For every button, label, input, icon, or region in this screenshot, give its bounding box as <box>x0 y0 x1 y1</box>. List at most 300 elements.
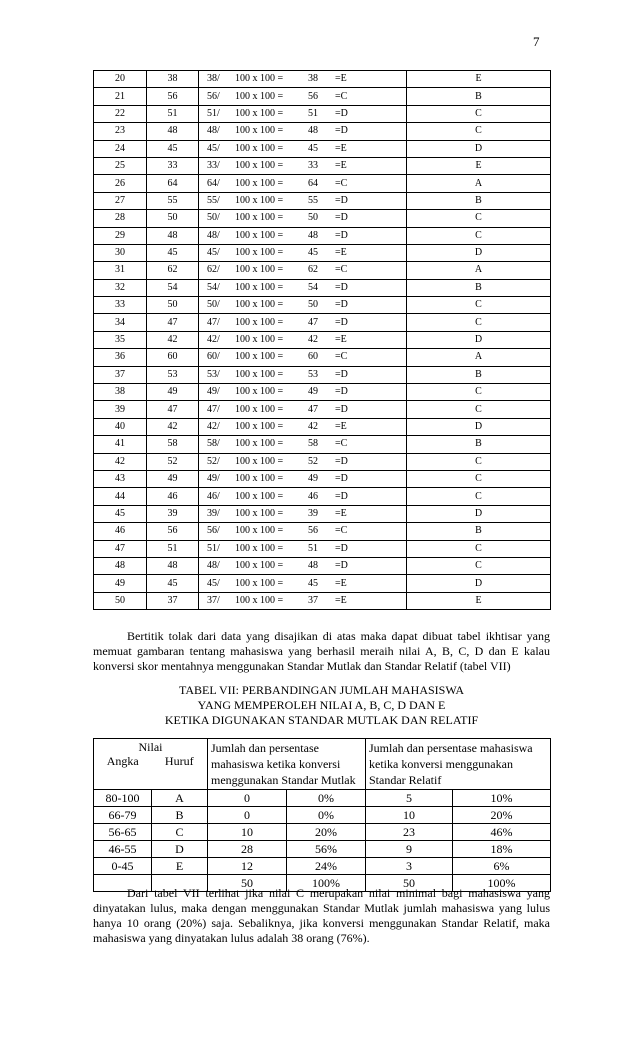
relatif-count: 9 <box>366 841 453 858</box>
header-huruf: Huruf <box>152 754 208 789</box>
calc-fraction: 48/ <box>207 229 220 241</box>
comparison-table <box>93 738 551 892</box>
grade-relatif: D <box>407 244 551 261</box>
calc-fraction: 49/ <box>207 386 220 398</box>
raw-score: 47 <box>147 314 199 331</box>
relatif-percent: 6% <box>453 858 551 875</box>
calc-multiplier: 100 x 100 = <box>235 194 284 206</box>
calc-multiplier: 100 x 100 = <box>235 455 284 467</box>
table-row <box>94 453 551 470</box>
calc-multiplier: 100 x 100 = <box>235 577 284 589</box>
calc-result: 64 <box>308 177 318 189</box>
raw-score: 33 <box>147 157 199 174</box>
grade-mutlak: =D <box>335 368 348 380</box>
calc-result: 62 <box>308 264 318 276</box>
calc-result: 39 <box>308 507 318 519</box>
calc-fraction: 56/ <box>207 525 220 537</box>
student-number: 29 <box>94 227 147 244</box>
grade-relatif: C <box>407 470 551 487</box>
calc-fraction: 50/ <box>207 299 220 311</box>
calc-multiplier: 100 x 100 = <box>235 490 284 502</box>
table-row <box>94 436 551 453</box>
raw-score: 50 <box>147 297 199 314</box>
student-number: 40 <box>94 418 147 435</box>
calc-result: 48 <box>308 229 318 241</box>
header-nilai: Nilai <box>94 739 208 755</box>
calc-multiplier: 100 x 100 = <box>235 334 284 346</box>
raw-score: 46 <box>147 488 199 505</box>
calc-result: 60 <box>308 351 318 363</box>
student-number: 36 <box>94 349 147 366</box>
calc-fraction: 39/ <box>207 507 220 519</box>
grade-range: 80-100 <box>94 790 152 807</box>
raw-score: 48 <box>147 227 199 244</box>
calc-multiplier: 100 x 100 = <box>235 125 284 137</box>
grade-relatif: B <box>407 88 551 105</box>
table-row <box>94 175 551 192</box>
grade-relatif: C <box>407 384 551 401</box>
table-row <box>94 123 551 140</box>
calc-multiplier: 100 x 100 = <box>235 542 284 554</box>
grade-mutlak: =E <box>335 160 347 172</box>
grade-mutlak: =C <box>335 177 348 189</box>
grade-mutlak: =D <box>335 542 348 554</box>
calc-result: 50 <box>308 212 318 224</box>
conversion-calculation <box>199 384 407 401</box>
calc-result: 56 <box>308 90 318 102</box>
student-number: 50 <box>94 592 147 609</box>
grade-relatif: A <box>407 262 551 279</box>
calc-fraction: 42/ <box>207 421 220 432</box>
calc-multiplier: 100 x 100 = <box>235 507 284 519</box>
student-number: 20 <box>94 71 147 88</box>
raw-score: 37 <box>147 592 199 609</box>
paragraph-intro: Bertitik tolak dari data yang disajikan di atas maka dapat dibuat tabel ikhtisar yang memuat gambaran tentang mahasiswa yang berhasil meraih nilai A, B, C, D dan E kalau konversi skor mentahnya menggunakan Standar Mutlak dan Standar Relatif (tabel VII) <box>93 629 550 673</box>
table-row <box>94 140 551 157</box>
conversion-calculation <box>199 192 407 209</box>
calc-multiplier: 100 x 100 = <box>235 142 284 154</box>
raw-score: 39 <box>147 505 199 522</box>
raw-score: 51 <box>147 105 199 122</box>
grade-letter: D <box>152 841 208 858</box>
conversion-calculation <box>199 71 407 88</box>
calc-multiplier: 100 x 100 = <box>235 386 284 398</box>
mutlak-count: 0 <box>208 790 287 807</box>
conversion-calculation <box>199 88 407 105</box>
calc-fraction: 53/ <box>207 368 220 380</box>
grade-relatif: D <box>407 418 551 435</box>
calc-result: 45 <box>308 577 318 589</box>
conversion-calculation <box>199 244 407 261</box>
student-number: 27 <box>94 192 147 209</box>
relatif-percent: 46% <box>453 824 551 841</box>
calc-multiplier: 100 x 100 = <box>235 473 284 485</box>
calc-multiplier: 100 x 100 = <box>235 316 284 328</box>
mutlak-count: 12 <box>208 858 287 875</box>
grade-relatif: C <box>407 210 551 227</box>
table-title-line-1: TABEL VII: PERBANDINGAN JUMLAH MAHASISWA <box>178 683 465 697</box>
raw-score: 45 <box>147 140 199 157</box>
table-row <box>94 807 551 824</box>
table-row <box>94 557 551 574</box>
calc-result: 45 <box>308 247 318 259</box>
conversion-calculation <box>199 523 407 540</box>
grade-relatif: C <box>407 540 551 557</box>
raw-score: 60 <box>147 349 199 366</box>
calc-fraction: 47/ <box>207 316 220 328</box>
raw-score: 42 <box>147 331 199 348</box>
calc-fraction: 38/ <box>207 73 220 85</box>
calc-multiplier: 100 x 100 = <box>235 90 284 102</box>
header-angka: Angka <box>94 754 152 789</box>
conversion-calculation <box>199 210 407 227</box>
calc-fraction: 37/ <box>207 594 220 606</box>
calc-result: 54 <box>308 281 318 293</box>
score-table-body <box>94 71 551 610</box>
mutlak-percent: 0% <box>287 790 366 807</box>
grade-relatif: C <box>407 297 551 314</box>
grade-relatif: D <box>407 331 551 348</box>
grade-mutlak: =D <box>335 316 348 328</box>
conversion-calculation <box>199 453 407 470</box>
calc-result: 56 <box>308 525 318 537</box>
relatif-count: 5 <box>366 790 453 807</box>
grade-mutlak: =D <box>335 194 348 206</box>
grade-relatif: D <box>407 140 551 157</box>
calc-result: 55 <box>308 194 318 206</box>
calc-result: 33 <box>308 160 318 172</box>
grade-relatif: E <box>407 592 551 609</box>
student-number: 21 <box>94 88 147 105</box>
table-row <box>94 592 551 609</box>
table-row <box>94 790 551 807</box>
grade-relatif: C <box>407 123 551 140</box>
raw-score: 55 <box>147 192 199 209</box>
table-row <box>94 575 551 592</box>
student-number: 35 <box>94 331 147 348</box>
raw-score: 48 <box>147 123 199 140</box>
relatif-count: 3 <box>366 858 453 875</box>
grade-mutlak: =E <box>335 247 347 259</box>
grade-relatif: E <box>407 157 551 174</box>
calc-multiplier: 100 x 100 = <box>235 299 284 311</box>
mutlak-percent: 20% <box>287 824 366 841</box>
grade-mutlak: =D <box>335 455 348 467</box>
raw-score: 64 <box>147 175 199 192</box>
mutlak-count: 28 <box>208 841 287 858</box>
grade-letter: E <box>152 858 208 875</box>
grade-mutlak: =D <box>335 107 348 119</box>
calc-fraction: 51/ <box>207 107 220 119</box>
table-row <box>94 523 551 540</box>
conversion-calculation <box>199 505 407 522</box>
calc-result: 48 <box>308 560 318 572</box>
table-row <box>94 488 551 505</box>
calc-fraction: 51/ <box>207 542 220 554</box>
calc-multiplier: 100 x 100 = <box>235 421 284 432</box>
grade-relatif: B <box>407 436 551 453</box>
conversion-calculation <box>199 418 407 435</box>
table-vii-title <box>93 683 550 728</box>
calc-result: 50 <box>308 299 318 311</box>
grade-mutlak: =E <box>335 507 347 519</box>
calc-fraction: 64/ <box>207 177 220 189</box>
header-standar-relatif: Jumlah dan persentase mahasiswa ketika konversi menggunakan Standar Relatif <box>366 739 551 790</box>
student-number: 30 <box>94 244 147 261</box>
student-number: 44 <box>94 488 147 505</box>
calc-fraction: 49/ <box>207 473 220 485</box>
table-title-line-3: KETIKA DIGUNAKAN STANDAR MUTLAK DAN RELATIF <box>164 713 479 727</box>
raw-score: 51 <box>147 540 199 557</box>
grade-mutlak: =D <box>335 299 348 311</box>
grade-mutlak: =D <box>335 212 348 224</box>
raw-score: 45 <box>147 244 199 261</box>
table-row <box>94 384 551 401</box>
calc-multiplier: 100 x 100 = <box>235 229 284 241</box>
calc-result: 38 <box>308 73 318 85</box>
table-row <box>94 297 551 314</box>
conversion-calculation <box>199 314 407 331</box>
calc-fraction: 58/ <box>207 438 220 450</box>
calc-fraction: 62/ <box>207 264 220 276</box>
raw-score: 50 <box>147 210 199 227</box>
calc-multiplier: 100 x 100 = <box>235 594 284 606</box>
calc-fraction: 33/ <box>207 160 220 172</box>
raw-score: 48 <box>147 557 199 574</box>
calc-fraction: 45/ <box>207 247 220 259</box>
relatif-count: 23 <box>366 824 453 841</box>
grade-relatif: C <box>407 105 551 122</box>
grade-letter: B <box>152 807 208 824</box>
raw-score: 49 <box>147 470 199 487</box>
table-row <box>94 262 551 279</box>
grade-mutlak: =E <box>335 142 347 154</box>
raw-score: 58 <box>147 436 199 453</box>
student-number: 39 <box>94 401 147 418</box>
grade-range: 46-55 <box>94 841 152 858</box>
raw-score: 54 <box>147 279 199 296</box>
grade-range: 0-45 <box>94 858 152 875</box>
grade-relatif: B <box>407 192 551 209</box>
mutlak-percent: 24% <box>287 858 366 875</box>
grade-range: 56-65 <box>94 824 152 841</box>
student-number: 47 <box>94 540 147 557</box>
grade-letter: C <box>152 824 208 841</box>
student-number: 33 <box>94 297 147 314</box>
calc-result: 45 <box>308 142 318 154</box>
grade-mutlak: =D <box>335 229 348 241</box>
calc-fraction: 47/ <box>207 403 220 415</box>
table-row <box>94 470 551 487</box>
calc-result: 47 <box>308 403 318 415</box>
raw-score: 53 <box>147 366 199 383</box>
table-row <box>94 88 551 105</box>
conversion-calculation <box>199 175 407 192</box>
conversion-calculation <box>199 592 407 609</box>
student-number: 48 <box>94 557 147 574</box>
raw-score: 49 <box>147 384 199 401</box>
calc-fraction: 52/ <box>207 455 220 467</box>
calc-multiplier: 100 x 100 = <box>235 177 284 189</box>
grade-mutlak: =C <box>335 438 348 450</box>
conversion-calculation <box>199 140 407 157</box>
calc-fraction: 54/ <box>207 281 220 293</box>
grade-relatif: B <box>407 279 551 296</box>
calc-fraction: 50/ <box>207 212 220 224</box>
calc-result: 37 <box>308 594 318 606</box>
student-number: 41 <box>94 436 147 453</box>
conversion-calculation <box>199 366 407 383</box>
grade-relatif: A <box>407 349 551 366</box>
conversion-calculation <box>199 331 407 348</box>
calc-multiplier: 100 x 100 = <box>235 281 284 293</box>
grade-mutlak: =E <box>335 577 347 589</box>
table-row <box>94 349 551 366</box>
comparison-header-row <box>94 739 551 755</box>
table-row <box>94 841 551 858</box>
calc-result: 49 <box>308 473 318 485</box>
conversion-calculation <box>199 557 407 574</box>
student-number: 43 <box>94 470 147 487</box>
grade-mutlak: =E <box>335 594 347 606</box>
table-row <box>94 540 551 557</box>
calc-result: 51 <box>308 542 318 554</box>
calc-multiplier: 100 x 100 = <box>235 351 284 363</box>
header-standar-mutlak: Jumlah dan persentase mahasiswa ketika konversi menggunakan Standar Mutlak <box>208 739 366 790</box>
student-number: 34 <box>94 314 147 331</box>
table-row <box>94 71 551 88</box>
calc-multiplier: 100 x 100 = <box>235 560 284 572</box>
calc-result: 51 <box>308 107 318 119</box>
calc-multiplier: 100 x 100 = <box>235 525 284 537</box>
grade-relatif: E <box>407 71 551 88</box>
conversion-calculation <box>199 401 407 418</box>
student-number: 31 <box>94 262 147 279</box>
conversion-calculation <box>199 297 407 314</box>
table-row <box>94 105 551 122</box>
table-row <box>94 244 551 261</box>
conversion-calculation <box>199 105 407 122</box>
mutlak-percent: 0% <box>287 807 366 824</box>
raw-score: 38 <box>147 71 199 88</box>
calc-fraction: 48/ <box>207 560 220 572</box>
grade-relatif: D <box>407 575 551 592</box>
calc-fraction: 45/ <box>207 142 220 154</box>
raw-score: 56 <box>147 523 199 540</box>
conversion-calculation <box>199 262 407 279</box>
calc-result: 48 <box>308 125 318 137</box>
comparison-table-body <box>94 739 551 892</box>
relatif-total-percent: 100% <box>453 875 551 892</box>
conversion-calculation <box>199 227 407 244</box>
grade-relatif: B <box>407 523 551 540</box>
student-number: 38 <box>94 384 147 401</box>
table-row <box>94 505 551 522</box>
grade-relatif: C <box>407 488 551 505</box>
table-row <box>94 192 551 209</box>
mutlak-count: 10 <box>208 824 287 841</box>
calc-multiplier: 100 x 100 = <box>235 264 284 276</box>
student-number: 22 <box>94 105 147 122</box>
calc-result: 47 <box>308 316 318 328</box>
calc-result: 58 <box>308 438 318 450</box>
score-conversion-table <box>93 70 551 610</box>
table-row <box>94 331 551 348</box>
grade-mutlak: =D <box>335 560 348 572</box>
grade-mutlak: =E <box>335 421 347 432</box>
relatif-total-count: 50 <box>366 875 453 892</box>
table-row <box>94 401 551 418</box>
student-number: 25 <box>94 157 147 174</box>
paragraph-conclusion: Dari tabel VII terlihat jika nilai C merupakan nilai minimal bagi mahasiswa yang dinyatakan lulus, maka dengan menggunakan Standar Mutlak jumlah mahasiswa yang lulus hanya 10 orang (20%) saja. Sebaliknya, jika konversi menggunakan Standar Relatif, maka mahasiswa yang dinyatakan lulus adalah 38 orang (76%). <box>93 886 550 945</box>
calc-fraction: 56/ <box>207 90 220 102</box>
grade-mutlak: =D <box>335 490 348 502</box>
calc-multiplier: 100 x 100 = <box>235 438 284 450</box>
calc-fraction: 45/ <box>207 577 220 589</box>
student-number: 23 <box>94 123 147 140</box>
grade-mutlak: =D <box>335 473 348 485</box>
grade-mutlak: =E <box>335 334 347 346</box>
table-row <box>94 227 551 244</box>
raw-score: 62 <box>147 262 199 279</box>
calc-multiplier: 100 x 100 = <box>235 247 284 259</box>
student-number: 26 <box>94 175 147 192</box>
calc-multiplier: 100 x 100 = <box>235 212 284 224</box>
student-number: 45 <box>94 505 147 522</box>
student-number: 46 <box>94 523 147 540</box>
grade-relatif: C <box>407 227 551 244</box>
student-number: 37 <box>94 366 147 383</box>
calc-fraction: 60/ <box>207 351 220 363</box>
calc-multiplier: 100 x 100 = <box>235 107 284 119</box>
table-row <box>94 418 551 435</box>
relatif-count: 10 <box>366 807 453 824</box>
calc-multiplier: 100 x 100 = <box>235 73 284 85</box>
calc-fraction: 48/ <box>207 125 220 137</box>
conversion-calculation <box>199 470 407 487</box>
student-number: 32 <box>94 279 147 296</box>
table-row <box>94 824 551 841</box>
grade-relatif: D <box>407 505 551 522</box>
calc-result: 52 <box>308 455 318 467</box>
calc-fraction: 42/ <box>207 334 220 346</box>
calc-result: 49 <box>308 386 318 398</box>
table-row <box>94 210 551 227</box>
table-row <box>94 366 551 383</box>
student-number: 42 <box>94 453 147 470</box>
relatif-percent: 20% <box>453 807 551 824</box>
student-number: 28 <box>94 210 147 227</box>
grade-relatif: B <box>407 366 551 383</box>
student-number: 49 <box>94 575 147 592</box>
conversion-calculation <box>199 279 407 296</box>
grade-mutlak: =D <box>335 403 348 415</box>
table-row <box>94 279 551 296</box>
conversion-calculation <box>199 540 407 557</box>
conversion-calculation <box>199 436 407 453</box>
table-row <box>94 858 551 875</box>
mutlak-total-count: 50 <box>208 875 287 892</box>
raw-score: 42 <box>147 418 199 435</box>
conversion-calculation <box>199 488 407 505</box>
grade-mutlak: =C <box>335 351 348 363</box>
grade-relatif: C <box>407 314 551 331</box>
table-row <box>94 157 551 174</box>
grade-mutlak: =C <box>335 525 348 537</box>
calc-multiplier: 100 x 100 = <box>235 403 284 415</box>
raw-score: 52 <box>147 453 199 470</box>
mutlak-count: 0 <box>208 807 287 824</box>
